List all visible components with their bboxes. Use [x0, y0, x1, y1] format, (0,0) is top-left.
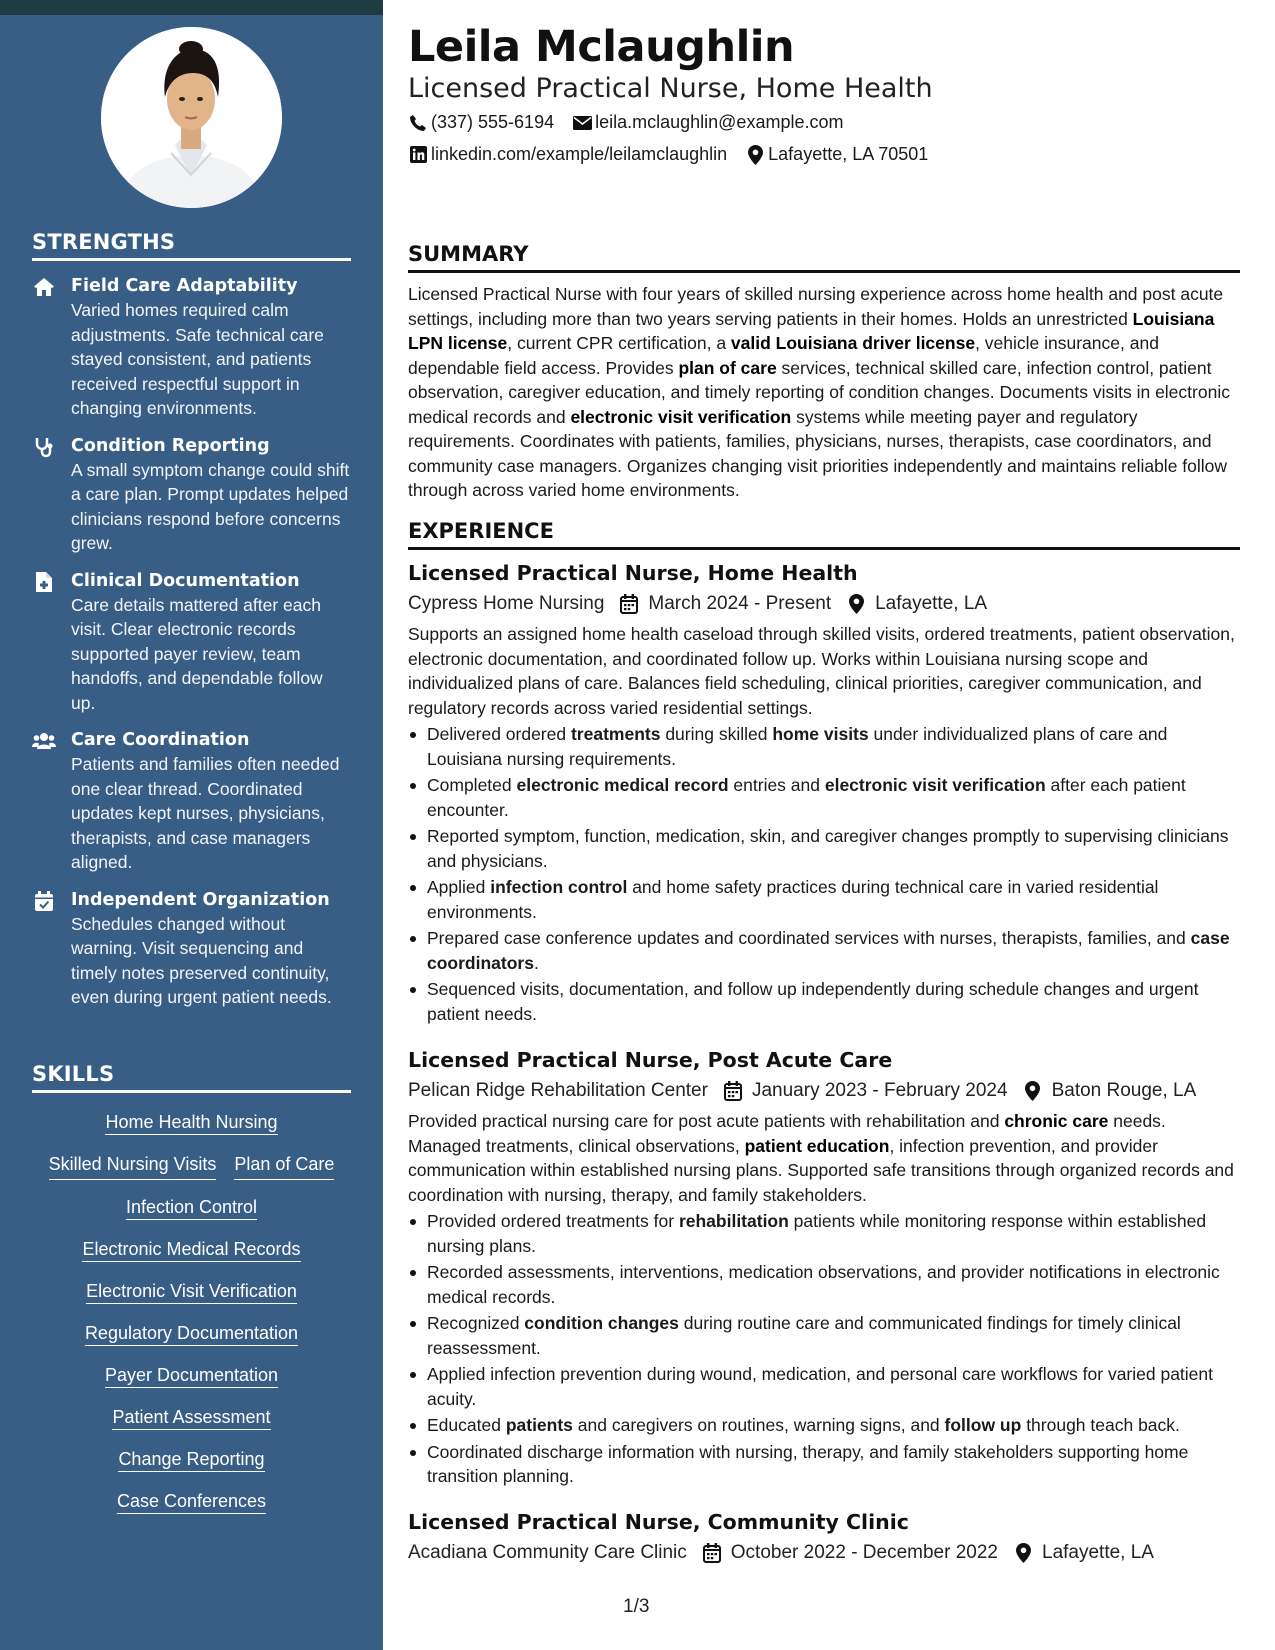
job-company — [408, 1538, 687, 1568]
location-text: Lafayette, LA 70501 — [768, 144, 929, 164]
sidebar-top-bar — [0, 0, 383, 15]
bullet-item — [408, 977, 1240, 1026]
strength-title: Care Coordination — [71, 730, 250, 750]
job-title: Licensed Practical Nurse, Home Health — [408, 561, 858, 585]
text-segment: patients while monitoring response within established nursing plans. — [427, 1211, 1207, 1256]
text-segment: services, technical skilled care, infection control, patient observation, caregiver education, and timely reporting of condition changes. Documents visits in electronic medical records and — [408, 357, 1230, 427]
text-segment: Coordinated discharge information with nursing, therapy, and family stakeholders supporting home transition planning. — [427, 1441, 1189, 1486]
location-text: Lafayette, LA — [875, 593, 988, 614]
job-location — [845, 589, 987, 619]
job-entry — [408, 1508, 1240, 1568]
phone-icon — [408, 113, 428, 133]
skill-row — [32, 1488, 351, 1516]
calendar-icon — [701, 1542, 723, 1564]
bold-text: electronic medical record — [516, 775, 729, 795]
text-segment: systems while meeting payer and regulatory requirements. Coordinates with patients, families, physicians, nurses, therapists, case coordinators, and community case managers. Organizes changing visit priorities independently and maintains reliable follow through across varied home environments. — [408, 406, 1228, 500]
bold-text: rehabilitation — [678, 1211, 789, 1231]
calendar-icon — [618, 593, 640, 615]
text-segment: during skilled — [660, 724, 773, 744]
map-pin-icon — [745, 145, 765, 165]
bold-text: Louisiana LPN license — [408, 308, 1215, 353]
dates-text: January 2023 - February 2024 — [751, 1080, 1008, 1101]
job-bullets — [408, 1209, 1240, 1489]
bold-text: patients — [505, 1415, 573, 1435]
location-text: Lafayette, LA — [1042, 1542, 1154, 1563]
strength-description: Patients and families often needed one clear thread. Coordinated updates kept nurses, physicians, therapists, and case managers aligned. — [71, 754, 340, 872]
text-segment: , vehicle insurance, and dependable field access. Provides — [408, 333, 1159, 378]
text-segment: . — [533, 952, 539, 973]
strength-item — [32, 434, 351, 556]
bold-text: follow up — [944, 1415, 1022, 1435]
skill-tag: Skilled Nursing Visits — [49, 1151, 217, 1180]
job-title: Licensed Practical Nurse, Community Clinic — [408, 1510, 909, 1534]
skill-row — [32, 1404, 351, 1432]
bullet-item — [408, 926, 1240, 975]
skills-heading: SKILLS — [32, 1062, 351, 1093]
text-segment: , current CPR certification, a — [507, 333, 731, 353]
text-segment: Sequenced visits, documentation, and follow up independently during schedule changes and urgent patient needs. — [427, 979, 1199, 1024]
text-segment: entries and — [728, 775, 825, 795]
skill-row — [32, 1320, 351, 1348]
text-segment: Delivered ordered — [427, 724, 571, 744]
job-entry — [408, 559, 1240, 1028]
text-segment: Reported symptom, function, medication, skin, and caregiver changes promptly to supervising clinicians and physicians. — [427, 826, 1229, 871]
map-pin-icon — [1012, 1542, 1034, 1564]
skill-tag: Electronic Medical Records — [82, 1239, 300, 1262]
experience-heading: EXPERIENCE — [408, 519, 1240, 550]
skill-row — [32, 1236, 351, 1264]
skill-tag: Change Reporting — [118, 1449, 264, 1472]
job-location — [1012, 1538, 1154, 1568]
map-pin-icon — [1022, 1080, 1044, 1102]
text-segment: Recorded assessments, interventions, medication observations, and provider notifications in electronic medical records. — [427, 1262, 1220, 1307]
text-segment: needs. Managed treatments, clinical observations, — [408, 1111, 1166, 1156]
bullet-item — [408, 722, 1240, 771]
candidate-name: Leila Mclaughlin — [408, 22, 795, 72]
bullet-item — [408, 1440, 1240, 1489]
text-segment: , infection prevention, and provider communication within established nursing plans. Supported safe transitions through organized records and coordination with nursing, therapy, and family stakeholders. — [408, 1135, 1234, 1205]
strength-description: A small symptom change could shift a care plan. Prompt updates helped clinicians respond before concerns grew. — [71, 459, 350, 553]
strength-item — [32, 888, 351, 1010]
job-meta — [408, 1076, 1240, 1106]
strength-description: Care details mattered after each visit. Clear electronic records supported payer review, team handoffs, and dependable follow up. — [71, 594, 323, 713]
phone-text: (337) 555-6194 — [431, 112, 555, 132]
text-segment: Licensed Practical Nurse with four years of skilled nursing experience across home health and post acute settings, including more than two years serving patients in their homes. Holds an unrestricted — [408, 284, 1224, 329]
job-company — [408, 589, 604, 619]
calendar-icon — [722, 1080, 744, 1102]
job-dates — [701, 1538, 998, 1568]
phone-contact[interactable] — [408, 112, 554, 133]
strength-description: Schedules changed without warning. Visit sequencing and timely notes preserved continuity, even during urgent patient needs. — [71, 913, 332, 1007]
bold-text: case coordinators — [427, 928, 1230, 973]
skill-tag: Payer Documentation — [105, 1365, 278, 1388]
bold-text: condition changes — [524, 1313, 679, 1333]
job-bullets — [408, 722, 1240, 1026]
bold-text: valid Louisiana driver license — [730, 333, 976, 353]
linkedin-text: linkedin.com/example/leilamclaughlin — [431, 144, 728, 164]
email-contact[interactable] — [572, 112, 843, 133]
skill-tag: Case Conferences — [117, 1491, 266, 1514]
bold-text: chronic care — [1004, 1111, 1109, 1131]
strength-title: Condition Reporting — [71, 435, 270, 456]
skill-tag: Regulatory Documentation — [85, 1323, 298, 1346]
contact-row — [408, 144, 946, 165]
bullet-item — [408, 1413, 1240, 1438]
job-location — [1022, 1076, 1197, 1106]
text-segment: after each patient encounter. — [427, 775, 1186, 820]
text-segment: Completed — [427, 775, 517, 795]
strength-title: Independent Organization — [71, 889, 330, 910]
avatar-illustration — [101, 27, 282, 208]
bullet-item — [408, 875, 1240, 924]
bold-text: home visits — [772, 724, 869, 744]
summary-heading: SUMMARY — [408, 242, 1240, 273]
text-segment: Prepared case conference updates and coordinated services with nurses, therapists, families, and — [427, 928, 1191, 948]
job-meta — [408, 589, 1240, 619]
bullet-item — [408, 773, 1240, 822]
page-number: 1/3 — [623, 1596, 650, 1617]
skill-tag: Infection Control — [126, 1197, 257, 1220]
linkedin-icon — [408, 145, 428, 165]
candidate-role: Licensed Practical Nurse, Home Health — [408, 73, 933, 104]
job-description: Supports an assigned home health caseload through skilled visits, ordered treatments, patient observation, electronic documentation, and coordinated follow up. Works within Louisiana nursing scope and individualized plans of care. Balances field scheduling, clinical priorities, caregiver communication, and regulatory records across varied residential settings. — [408, 624, 1235, 718]
bold-text: infection control — [490, 877, 628, 897]
strength-title: Clinical Documentation — [71, 570, 300, 591]
summary-text — [408, 282, 1240, 503]
job-meta — [408, 1538, 1240, 1568]
bold-text: plan of care — [678, 357, 777, 378]
skill-row — [32, 1109, 351, 1137]
skill-row — [32, 1278, 351, 1306]
text-segment: Provided ordered treatments for — [427, 1211, 679, 1231]
stethoscope-icon — [32, 436, 56, 458]
bold-text: patient education — [744, 1135, 890, 1156]
bold-text: electronic visit verification — [570, 406, 792, 427]
strengths-heading: STRENGTHS — [32, 230, 351, 261]
skills-section — [32, 1062, 351, 1516]
linkedin-contact[interactable] — [408, 144, 727, 165]
skills-list — [32, 1093, 351, 1516]
sidebar — [0, 0, 383, 1650]
job-company — [408, 1076, 708, 1106]
strength-item — [32, 569, 351, 716]
text-segment: Applied infection prevention during wound, medication, and personal care workflows for varied patient acuity. — [427, 1364, 1214, 1409]
location-text: Baton Rouge, LA — [1051, 1080, 1197, 1101]
company-name: Acadiana Community Care Clinic — [408, 1542, 687, 1563]
text-segment: Recognized — [427, 1313, 525, 1333]
job-title: Licensed Practical Nurse, Post Acute Care — [408, 1048, 893, 1072]
strength-item — [32, 274, 351, 421]
bullet-item — [408, 824, 1240, 873]
envelope-icon — [572, 113, 592, 133]
map-pin-icon — [845, 593, 867, 615]
text-segment: Educated — [427, 1415, 506, 1435]
strength-item — [32, 728, 351, 875]
skill-row — [32, 1446, 351, 1474]
email-text: leila.mclaughlin@example.com — [595, 112, 844, 132]
text-segment: and caregivers on routines, warning signs, and — [572, 1415, 945, 1435]
bold-text: electronic visit verification — [824, 775, 1046, 795]
text-segment: under individualized plans of care and Louisiana nursing requirements. — [427, 724, 1168, 769]
bullet-item — [408, 1311, 1240, 1360]
company-name: Cypress Home Nursing — [408, 593, 605, 614]
strength-title: Field Care Adaptability — [71, 276, 298, 296]
skill-tag: Home Health Nursing — [105, 1112, 277, 1135]
calendar-check-icon — [32, 890, 56, 912]
bullet-item — [408, 1362, 1240, 1411]
dates-text: October 2022 - December 2022 — [730, 1542, 998, 1563]
location-contact — [745, 144, 928, 165]
job-entry — [408, 1046, 1240, 1491]
home-icon — [32, 276, 56, 298]
text-segment: through teach back. — [1021, 1415, 1180, 1435]
skill-tag: Patient Assessment — [112, 1407, 270, 1430]
job-dates — [722, 1076, 1008, 1106]
text-segment: Applied — [427, 877, 491, 897]
profile-photo — [101, 27, 282, 208]
job-dates — [618, 589, 831, 619]
bullet-item — [408, 1209, 1240, 1258]
skill-row — [32, 1362, 351, 1390]
bold-text: treatments — [570, 724, 661, 744]
skill-row — [32, 1194, 351, 1222]
text-segment: during routine care and communicated findings for timely clinical reassessment. — [427, 1313, 1181, 1358]
medical-file-icon — [32, 571, 56, 593]
text-segment: Provided practical nursing care for post acute patients with rehabilitation and — [408, 1111, 1005, 1131]
strength-description: Varied homes required calm adjustments. Safe technical care stayed consistent, and patients received respectful support in changing environments. — [71, 300, 324, 418]
users-icon — [32, 730, 56, 752]
company-name: Pelican Ridge Rehabilitation Center — [408, 1080, 708, 1101]
skill-tag: Electronic Visit Verification — [86, 1281, 297, 1304]
skill-tag: Plan of Care — [234, 1151, 334, 1180]
strengths-section — [32, 230, 351, 1010]
bullet-item — [408, 1260, 1240, 1309]
text-segment: and home safety practices during technical care in varied residential environments. — [427, 877, 1159, 922]
job-description — [408, 1109, 1240, 1207]
dates-text: March 2024 - Present — [648, 593, 832, 614]
contact-row — [408, 112, 861, 133]
